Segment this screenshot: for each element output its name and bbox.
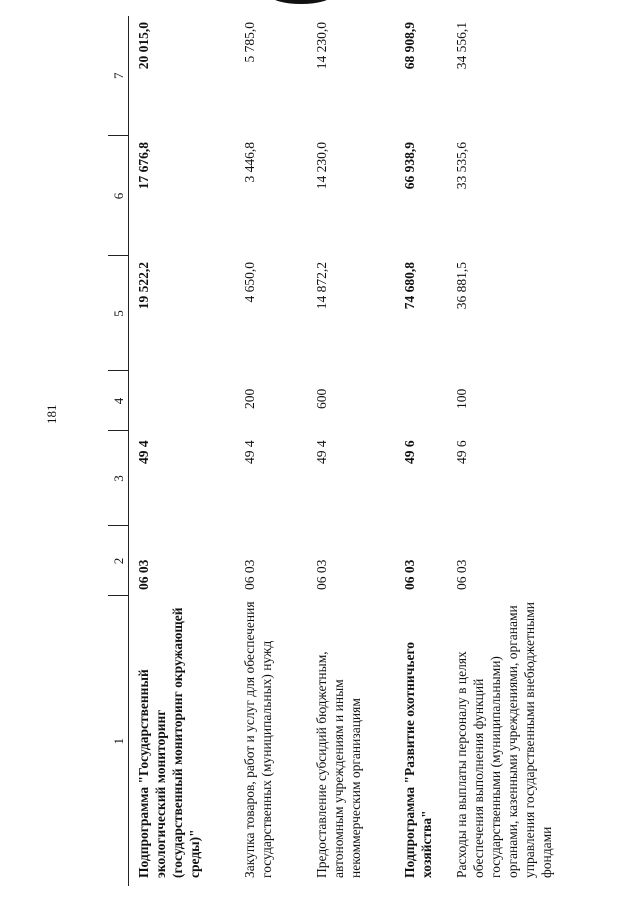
row-vr: 200 <box>242 388 257 409</box>
page-number: 181 <box>44 404 59 424</box>
row-value-2020: 4 650,0 <box>242 262 257 303</box>
row-section: 06 03 <box>314 559 329 590</box>
row-value-2022: 14 230,0 <box>314 22 329 70</box>
header-col-6: 6 <box>108 136 129 256</box>
row-vr: 600 <box>314 388 329 409</box>
row-value-2022: 34 556,1 <box>454 22 469 70</box>
row-target: 49 6 <box>402 440 417 464</box>
row-value-2020: 36 881,5 <box>454 262 469 310</box>
row-vr <box>395 371 447 431</box>
table-row <box>307 16 395 886</box>
row-value-2021: 3 446,8 <box>242 142 257 183</box>
row-value-2021: 33 535,6 <box>454 142 469 190</box>
budget-table <box>108 16 601 886</box>
header-col-4: 4 <box>108 371 129 431</box>
row-value-2020: 14 872,2 <box>314 262 329 310</box>
row-section: 06 03 <box>242 559 257 590</box>
header-col-7: 7 <box>108 16 129 136</box>
header-row <box>108 16 129 886</box>
row-target: 49 4 <box>242 440 257 464</box>
row-value-2022: 68 908,9 <box>402 22 417 70</box>
table-row <box>235 16 307 886</box>
header-col-2: 2 <box>108 526 129 596</box>
row-target: 49 4 <box>136 440 151 464</box>
row-name: Подпрограмма "Развитие охотничьего хозяйства" <box>402 642 434 878</box>
row-target: 49 4 <box>314 440 329 464</box>
row-value-2020: 19 522,2 <box>136 262 151 310</box>
row-target: 49 6 <box>454 440 469 464</box>
row-value-2022: 5 785,0 <box>242 22 257 63</box>
row-section: 06 03 <box>454 559 469 590</box>
table-row <box>129 16 236 886</box>
row-value-2021: 66 938,9 <box>402 142 417 190</box>
row-name: Закупка товаров, работ и услуг для обеспечения государственных (муниципальных) нужд <box>242 601 274 878</box>
row-name: Подпрограмма "Государственный экологический мониторинг (государственный мониторинг окружающей среды)" <box>136 607 202 878</box>
header-col-3: 3 <box>108 431 129 526</box>
row-section: 06 03 <box>136 559 151 590</box>
row-value-2020: 74 680,8 <box>402 262 417 310</box>
row-name: Предоставление субсидий бюджетным, автономным учреждениям и иным некоммерческим организациям <box>314 651 363 878</box>
table-row <box>395 16 447 886</box>
row-value-2022: 20 015,0 <box>136 22 151 70</box>
row-value-2021: 14 230,0 <box>314 142 329 190</box>
row-name: Расходы на выплаты персоналу в целях обеспечения выполнения функций государственными (муниципальными) органами, казенными учреждениями, органами управления государственными внебюджетными фондами <box>454 602 554 878</box>
table-row <box>447 16 601 886</box>
row-vr <box>129 371 236 431</box>
header-col-5: 5 <box>108 256 129 371</box>
row-section: 06 03 <box>402 559 417 590</box>
header-col-1: 1 <box>108 596 129 886</box>
scan-artifact <box>270 0 332 4</box>
row-vr: 100 <box>454 388 469 409</box>
rotated-table-container <box>108 16 601 886</box>
row-value-2021: 17 676,8 <box>136 142 151 190</box>
